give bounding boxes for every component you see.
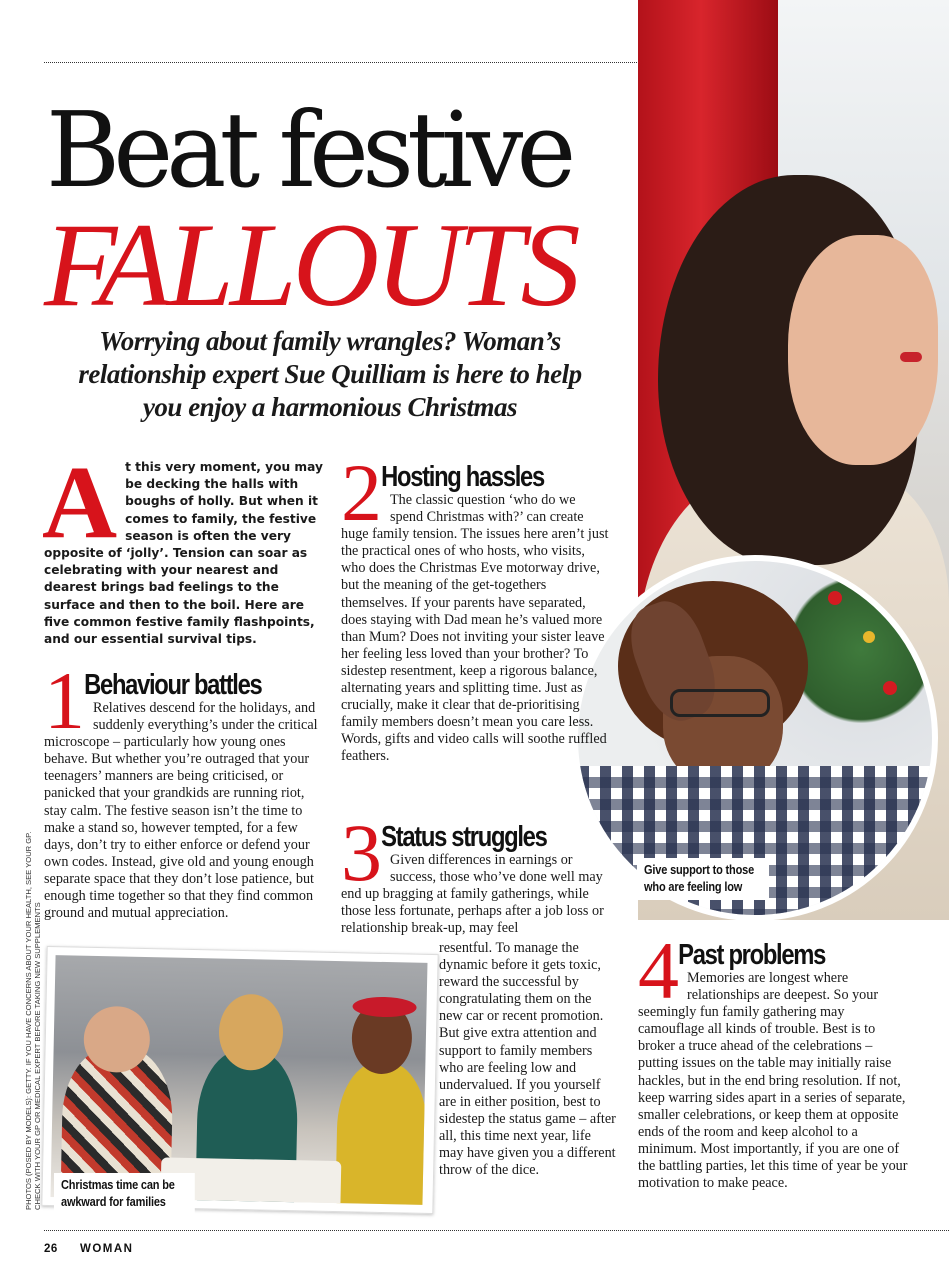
headline-line2: FALLOUTS <box>44 198 577 331</box>
section-number: 3 <box>341 807 382 898</box>
section-heading: Status struggles <box>381 821 547 853</box>
section-text: resentful. To manage the dynamic before it gets toxic, reward the successful by congratulating them on the new car or recent promotion. But give extra attention and support to family members who are feeling low and undervalued. If you yourself are in either position, best to sidestep the status game – after all, this time next year, life may have given you a different throw of the dice. <box>439 940 616 1179</box>
christmas-caption-text: Christmas time can be awkward for families <box>61 1178 175 1209</box>
intro-text: t this very moment, you may be decking the halls with boughs of holly. But when it comes to family, the festive season is often the very opposite of ‘jolly’. Tension can soar as celebrating with your nearest and dearest brings bad feelings to the surface and then to the boil. Here are five common festive family flashpoints, and our essential survival tips. <box>44 460 323 647</box>
section-number: 2 <box>341 447 382 538</box>
section-text: Given differences in earnings or success, those who’ve done well may end up bragging at family gatherings, while those less fortunate, perhaps after a job loss or relationship break-up, may feel <box>341 852 604 937</box>
bauble <box>828 591 842 605</box>
section-number: 4 <box>638 925 679 1016</box>
section-behaviour-battles <box>44 655 319 922</box>
section-status-struggles <box>341 807 609 937</box>
headline-line1: Beat festive <box>46 89 570 211</box>
section-heading: Past problems <box>678 939 825 971</box>
section-number: 1 <box>44 655 85 746</box>
section-status-struggles-continued <box>439 940 617 1179</box>
family-photo-image <box>51 955 428 1205</box>
photo-credits: PHOTOS (POSED BY MODELS): GETTY. IF YOU HAVE CONCERNS ABOUT YOUR HEALTH, SEE YOUR GP. CHECK WITH YOUR GP OR MEDICAL EXPERT BEFORE TAKING NEW SUPPLEMENTS <box>24 831 42 1210</box>
glasses <box>670 689 770 717</box>
standfirst: Worrying about family wrangles? Woman’s relationship expert Sue Quilliam is here to help you enjoy a harmonious Christmas <box>78 326 582 422</box>
section-heading: Hosting hassles <box>381 461 544 493</box>
support-caption-text: Give support to those who are feeling low <box>644 863 755 894</box>
christmas-caption <box>54 1173 195 1215</box>
woman-lips <box>900 352 922 362</box>
section-text: The classic question ‘who do we spend Christmas with?’ can create huge family tension. The issues here aren’t just the practical ones of who hosts, who visits, who does the Christmas Eve motorway drive, but the meaning of the get-togethers themselves. If your parents have separated, does staying with Dad mean he’s valued more than Mum? Does not inviting your sister leave her feeling less loved than your brother? To sidestep resentment, keep a rigorous balance, alternating years and splitting time. Just as crucially, make it clear that de-prioritising family members doesn’t mean you care less. Words, gifts and video calls will soothe ruffled feathers. <box>341 492 609 765</box>
woman-face <box>788 235 938 465</box>
bauble <box>883 681 897 695</box>
support-caption <box>637 858 769 900</box>
section-hosting-hassles <box>341 447 609 766</box>
section-text: Relatives descend for the holidays, and suddenly everything’s under the critical microscope – particularly how young ones behave. But whether you’re outraged that your teenagers’ manners are being criticised, or panicked that your grandkids are running riot, stay calm. The festive season isn’t the time to make a stand so, however tempted, for a few days, don’t try to either enforce or defend your own codes. Instead, give old and young enough separate space that they don’t lose patience, but enough time together so that they find common ground and mutual appreciation. <box>44 700 318 922</box>
magazine-name: WOMAN <box>80 1243 134 1255</box>
intro-paragraph <box>42 445 324 648</box>
section-heading: Behaviour battles <box>84 669 262 701</box>
section-text: Memories are longest where relationships are deepest. So your seemingly fun family gathering may camouflage all kinds of trouble. Best is to broker a truce ahead of the celebrations – putting issues on the table may initially raise hackles, but in the end bring resolution. If not, keep warring sides apart in a series of separate, smaller celebrations, or keep them at opposite ends of the room and keep alcohol to a minimum. Most importantly, if you are one of the battling parties, let this time of year be your motivation to make peace. <box>638 970 908 1192</box>
section-past-problems <box>638 925 910 1192</box>
bottom-dotted-rule <box>44 1230 949 1231</box>
woman-yellow-top <box>335 1061 427 1205</box>
page-number: 26 <box>44 1243 58 1255</box>
dropcap: A <box>42 445 118 560</box>
bauble <box>863 631 875 643</box>
